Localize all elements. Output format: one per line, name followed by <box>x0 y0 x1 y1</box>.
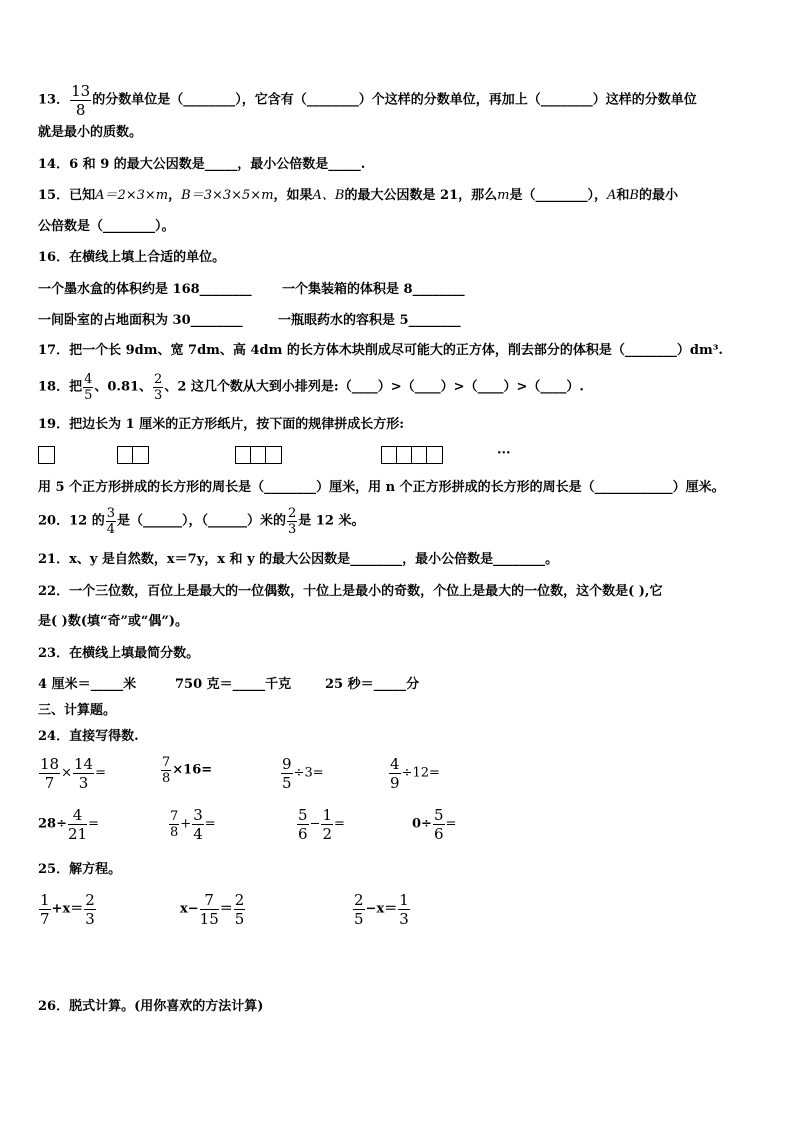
fraction: $\frac{4}{5}$ <box>84 372 93 403</box>
fraction: $\frac{7}{8}$ <box>162 755 171 786</box>
expr-24-3: $\frac{9}{5}$ ÷3= <box>282 755 324 792</box>
square-row-4 <box>381 446 443 464</box>
question-15-line2: 公倍数是（________）。 <box>38 219 175 234</box>
fraction: $\frac{5}{6}$ <box>433 806 444 843</box>
fraction: $\frac{1}{3}$ <box>399 891 409 928</box>
square-row-3 <box>235 446 282 464</box>
question-16-item-1: 一个墨水盒的体积约是 168________ <box>38 282 252 297</box>
fraction: $\frac{14}{3}$ <box>74 755 94 792</box>
fraction: $\frac{5}{6}$ <box>298 806 308 843</box>
question-23-b: 750 克＝_____千克 <box>175 677 292 692</box>
equation-25-1: $\frac{1}{7}$ +x＝ $\frac{2}{3}$ <box>40 891 95 928</box>
fraction: $\frac{3}{4}$ <box>106 506 115 537</box>
equation-25-2: x− $\frac{7}{15}$ ＝ $\frac{2}{5}$ <box>180 891 245 928</box>
fraction: $\frac{4}{9}$ <box>390 755 400 792</box>
question-16-title: 16．在横线上填上合适的单位。 <box>38 250 226 265</box>
question-13-line1: 13． $\frac{13}{8}$ 的分数单位是（________），它含有（________）个这样的分数单位，再加上（________）这样的分数单位 <box>38 82 697 119</box>
question-23-title: 23．在横线上填最简分数。 <box>38 646 200 661</box>
expr-24-2: $\frac{7}{8}$ ×16= <box>162 755 213 786</box>
question-22-line2: 是( )数(填“奇”或“偶”)。 <box>38 614 189 629</box>
question-20: 20．12 的 $\frac{3}{4}$ 是（______），（______）米的 $\frac{2}{3}$ 是 12 米。 <box>38 506 365 537</box>
fraction: $\frac{2}{3}$ <box>85 891 95 928</box>
fraction: $\frac{4}{21}$ <box>67 806 88 843</box>
question-22-line1: 22．一个三位数，百位上是最大的一位偶数，十位上是最小的奇数，个位上是最大的一位数，这个数是( ),它 <box>38 584 663 599</box>
question-26: 26．脱式计算。(用你喜欢的方法计算) <box>38 999 264 1014</box>
question-13-line2: 就是最小的质数。 <box>38 125 143 140</box>
expr-24-5: 28÷ $\frac{4}{21}$ = <box>38 806 99 843</box>
fraction: $\frac{9}{5}$ <box>282 755 292 792</box>
expr-24-6: $\frac{7}{8}$ + $\frac{3}{4}$ = <box>170 806 216 843</box>
question-16-item-4: 一瓶眼药水的容积是 5________ <box>278 313 461 328</box>
fraction: $\frac{7}{15}$ <box>199 891 219 928</box>
fraction: $\frac{1}{2}$ <box>322 806 332 843</box>
fraction: $\frac{7}{8}$ <box>170 809 179 840</box>
question-19-text: 用 5 个正方形拼成的长方形的周长是（________）厘米，用 n 个正方形拼成的长方形的周长是（____________）厘米。 <box>38 480 725 495</box>
fraction: $\frac{2}{5}$ <box>354 891 364 928</box>
fraction: $\frac{3}{4}$ <box>193 806 203 843</box>
square-row-1 <box>38 446 55 464</box>
question-23-c: 25 秒＝_____分 <box>325 677 420 692</box>
equation-25-3: $\frac{2}{5}$ −x＝ $\frac{1}{3}$ <box>354 891 409 928</box>
question-23-a: 4 厘米＝_____米 <box>38 677 137 692</box>
question-21: 21．x、y 是自然数，x＝7y，x 和 y 的最大公因数是________，最小公倍数是________。 <box>38 552 559 567</box>
question-15-line1: 15．已知A＝2×3×m，B＝3×3×5×m，如果A、B的最大公因数是 21，那么m是（________），A和B的最小 <box>38 188 678 203</box>
expr-24-4: $\frac{4}{9}$ ÷12= <box>390 755 440 792</box>
question-18: 18．把 $\frac{4}{5}$ 、0.81、 $\frac{2}{3}$ 、2 这几个数从大到小排列是:（____）>（____）>（____）>（____）. <box>38 372 584 403</box>
fraction: $\frac{1}{7}$ <box>40 891 50 928</box>
fraction: $\frac{18}{7}$ <box>40 755 60 792</box>
question-24-title: 24．直接写得数. <box>38 729 139 744</box>
question-16-item-2: 一个集装箱的体积是 8________ <box>282 282 465 297</box>
question-16-item-3: 一间卧室的占地面积为 30________ <box>38 313 243 328</box>
ellipsis: ··· <box>497 446 511 461</box>
question-19-title: 19．把边长为 1 厘米的正方形纸片，按下面的规律拼成长方形: <box>38 417 404 432</box>
question-14: 14．6 和 9 的最大公因数是_____，最小公倍数是_____. <box>38 157 366 172</box>
section-3-heading: 三、计算题。 <box>38 703 117 718</box>
fraction: $\frac{2}{3}$ <box>154 372 163 403</box>
fraction: $\frac{2}{5}$ <box>234 891 245 928</box>
expr-24-1: $\frac{18}{7}$ × $\frac{14}{3}$ = <box>40 755 106 792</box>
fraction: $\frac{13}{8}$ <box>71 82 91 119</box>
square-row-2 <box>117 446 149 464</box>
expr-24-7: $\frac{5}{6}$ − $\frac{1}{2}$ = <box>298 806 345 843</box>
fraction: $\frac{2}{3}$ <box>288 506 297 537</box>
question-25-title: 25．解方程。 <box>38 862 122 877</box>
expr-24-8: 0÷ $\frac{5}{6}$ = <box>412 806 457 843</box>
question-17: 17．把一个长 9dm、宽 7dm、高 4dm 的长方体木块削成尽可能大的正方体，削去部分的体积是（________）dm³. <box>38 343 723 358</box>
